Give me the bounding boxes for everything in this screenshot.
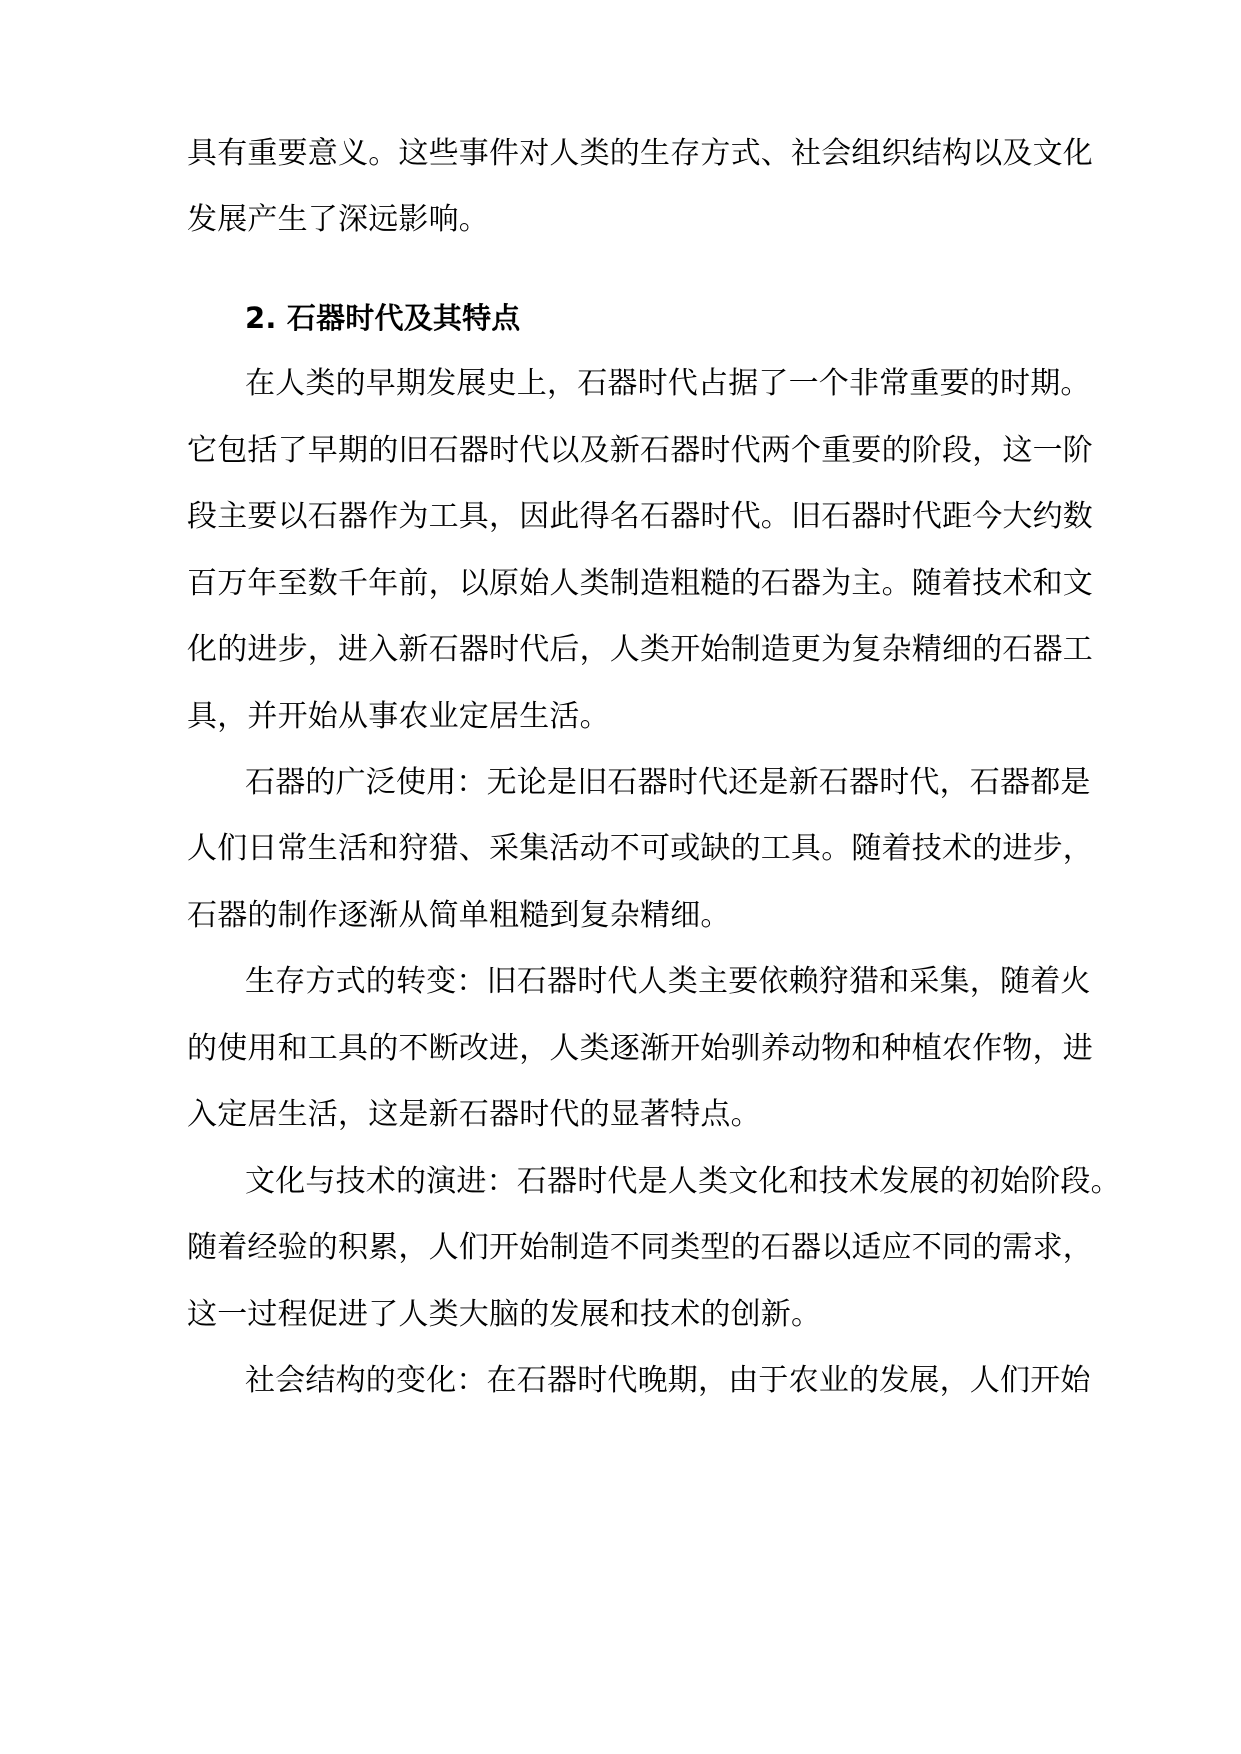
paragraph-1-line-3: 段主要以石器作为工具，因此得名石器时代。旧石器时代距今大约数: [187, 499, 1093, 534]
paragraph-3-line-3: 入定居生活，这是新石器时代的显著特点。: [187, 1097, 761, 1132]
paragraph-4-line-1: 文化与技术的演进：石器时代是人类文化和技术发展的初始阶段。: [245, 1164, 1121, 1199]
paragraph-2-line-1: 石器的广泛使用：无论是旧石器时代还是新石器时代，石器都是: [245, 765, 1091, 800]
intro-line-1: 具有重要意义。这些事件对人类的生存方式、社会组织结构以及文化: [187, 136, 1093, 171]
paragraph-3-line-2: 的使用和工具的不断改进，人类逐渐开始驯养动物和种植农作物，进: [187, 1031, 1093, 1066]
paragraph-3-line-1: 生存方式的转变：旧石器时代人类主要依赖狩猎和采集，随着火: [245, 964, 1091, 999]
intro-line-2: 发展产生了深远影响。: [187, 202, 489, 237]
paragraph-1-line-6: 具，并开始从事农业定居生活。: [187, 699, 610, 734]
paragraph-1-line-2: 它包括了早期的旧石器时代以及新石器时代两个重要的阶段，这一阶: [187, 433, 1093, 468]
paragraph-1-line-4: 百万年至数千年前，以原始人类制造粗糙的石器为主。随着技术和文: [187, 566, 1093, 601]
paragraph-5-line-1: 社会结构的变化：在石器时代晚期，由于农业的发展，人们开始: [245, 1363, 1091, 1398]
paragraph-1-line-5: 化的进步，进入新石器时代后，人类开始制造更为复杂精细的石器工: [187, 632, 1093, 667]
paragraph-2-line-3: 石器的制作逐渐从简单粗糙到复杂精细。: [187, 898, 731, 933]
paragraph-4-line-2: 随着经验的积累，人们开始制造不同类型的石器以适应不同的需求，: [187, 1230, 1093, 1265]
paragraph-1-line-1: 在人类的早期发展史上，石器时代占据了一个非常重要的时期。: [245, 366, 1091, 401]
section-heading: 2. 石器时代及其特点: [245, 301, 521, 335]
paragraph-2-line-2: 人们日常生活和狩猎、采集活动不可或缺的工具。随着技术的进步，: [187, 831, 1093, 866]
paragraph-4-line-3: 这一过程促进了人类大脑的发展和技术的创新。: [187, 1297, 822, 1332]
